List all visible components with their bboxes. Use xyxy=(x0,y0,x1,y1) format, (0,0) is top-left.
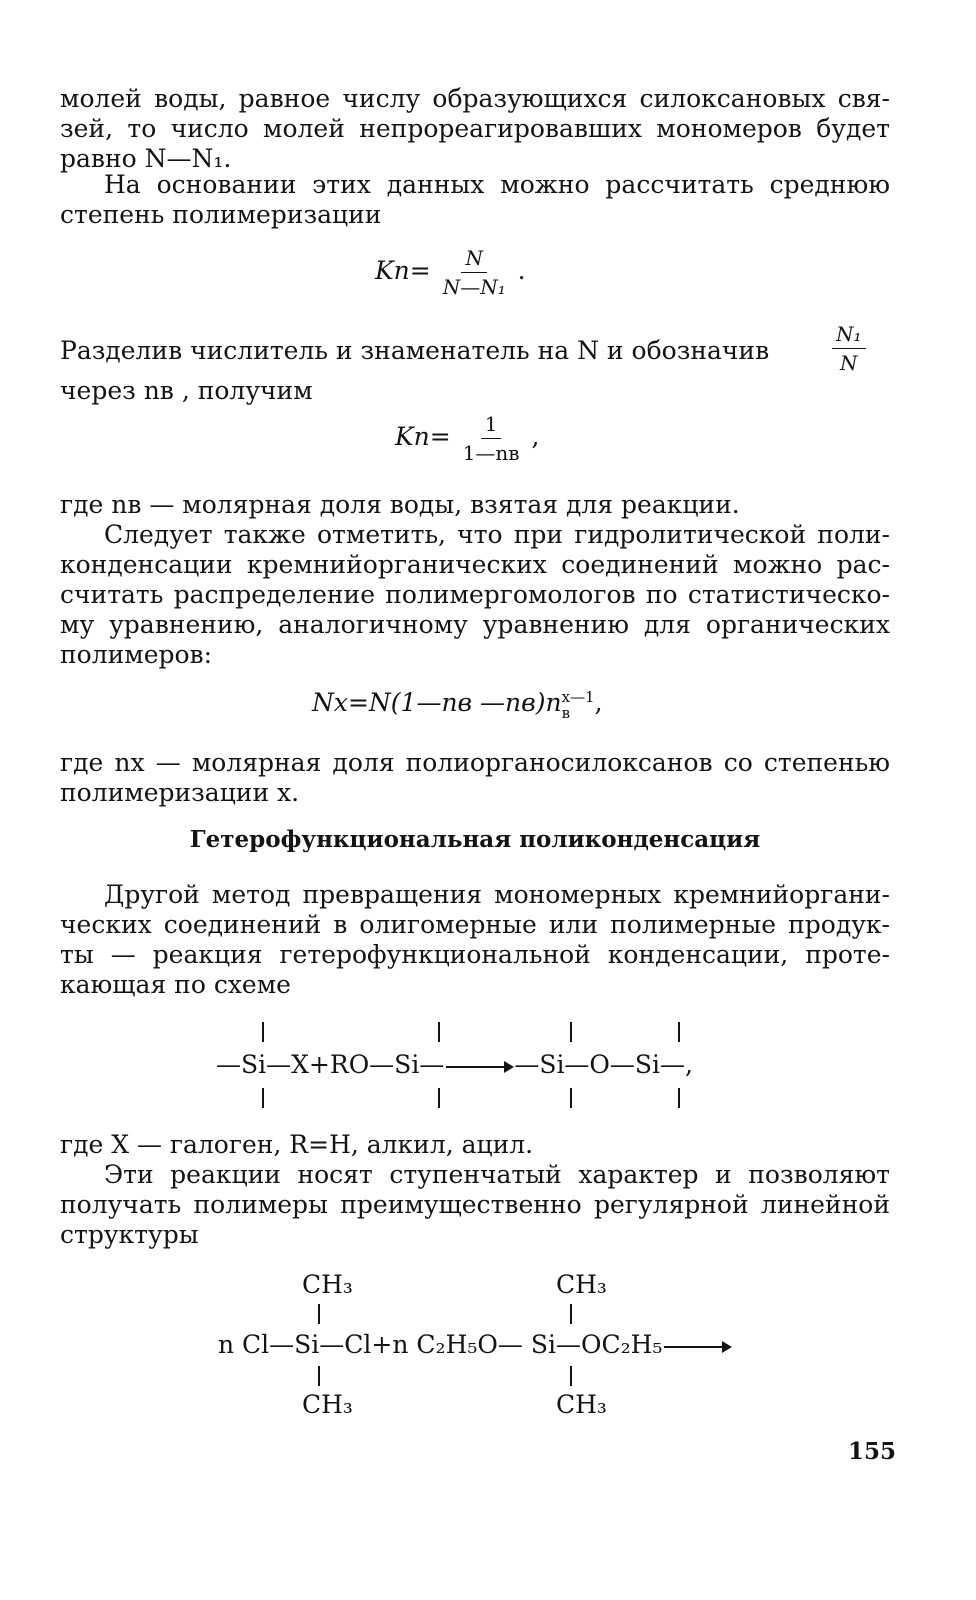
bond-line xyxy=(570,1088,572,1108)
bond-line xyxy=(678,1022,680,1042)
scheme-1-left: —Si—X+RO—Si— xyxy=(216,1050,445,1079)
formula-3-subscript: в xyxy=(561,703,571,722)
scheme-2-top-right: CH₃ xyxy=(556,1270,607,1299)
bond-line xyxy=(318,1366,320,1386)
paragraph-8: где X — галоген, R=H, алкил, ацил. xyxy=(60,1130,534,1159)
formula-2-denominator: 1—nв xyxy=(462,441,520,465)
formula-2-end: , xyxy=(531,422,540,451)
scheme-2-main xyxy=(218,1330,732,1359)
paragraph-3-line-2: через nв , получим xyxy=(60,376,313,405)
formula-3-main: Nx=N(1—nв —nв)n xyxy=(312,688,562,717)
bond-line xyxy=(438,1088,440,1108)
formula-1-denominator: N—N₁ xyxy=(442,275,506,299)
inline-fraction xyxy=(832,322,866,375)
formula-2-fraction xyxy=(459,412,524,465)
scheme-2-top-left: CH₃ xyxy=(302,1270,353,1299)
formula-1-end: . xyxy=(517,256,526,285)
section-heading: Гетерофункциональная поликонденсация xyxy=(189,826,761,853)
formula-inline-fraction xyxy=(832,322,866,375)
bond-line xyxy=(570,1022,572,1042)
formula-distribution xyxy=(312,688,603,721)
inline-fraction-numerator: N₁ xyxy=(832,322,866,349)
paragraph-9: Эти реакции носят ступенчатый характер и позволяют получать полимеры преимущественно регулярной линейной структуры xyxy=(60,1160,890,1249)
scheme-2-main-text: n Cl—Si—Cl+n C₂H₅O— Si—OC₂H₅ xyxy=(218,1330,663,1359)
reaction-arrow-icon xyxy=(664,1346,730,1348)
paragraph-4: где nв — молярная доля воды, взятая для реакции. xyxy=(60,490,740,519)
bond-line xyxy=(570,1304,572,1324)
paragraph-7: Другой метод превращения мономерных кремнийоргани-ческих соединений в олигомерные или полимерные продук-ты — реакция гетерофункциональной конденсации, проте-кающая по схеме xyxy=(60,880,890,999)
scheme-1-right: —Si—O—Si—, xyxy=(514,1050,693,1079)
reaction-arrow-icon xyxy=(446,1066,512,1068)
formula-1-fraction xyxy=(439,246,510,299)
paragraph-2: На основании этих данных можно рассчитать среднюю степень полимеризации xyxy=(60,170,890,229)
formula-3-end: , xyxy=(594,688,603,717)
page-number: 155 xyxy=(848,1438,897,1465)
formula-2-numerator: 1 xyxy=(481,412,502,439)
bond-line xyxy=(262,1088,264,1108)
formula-1-lhs: Kп= xyxy=(375,256,431,285)
paragraph-3-line-1 xyxy=(60,336,769,365)
formula-3-scripts xyxy=(562,689,595,721)
scheme-2-bottom-right: CH₃ xyxy=(556,1390,607,1419)
formula-3-superscript: x—1 xyxy=(561,687,595,706)
scheme-2-bottom-left: CH₃ xyxy=(302,1390,353,1419)
paragraph-3-text: Разделив числитель и знаменатель на N и обозначив xyxy=(60,336,770,365)
bond-line xyxy=(678,1088,680,1108)
paragraph-6: где nx — молярная доля полиорганосилоксанов со степенью полимеризации x. xyxy=(60,748,890,807)
inline-fraction-denominator: N xyxy=(840,351,858,375)
formula-degree-polymerization-2 xyxy=(395,412,539,465)
formula-1-numerator: N xyxy=(461,246,487,273)
formula-degree-polymerization xyxy=(375,246,526,299)
formula-2-lhs: Kп= xyxy=(395,422,451,451)
bond-line xyxy=(438,1022,440,1042)
scheme-1-main xyxy=(216,1050,693,1079)
bond-line xyxy=(262,1022,264,1042)
bond-line xyxy=(570,1366,572,1386)
paragraph-5: Следует также отметить, что при гидролитической поли-конденсации кремнийорганических соединений можно рас-считать распределение полимергомологов по статистическо-му уравнению, аналогичному уравнению для органических полимеров: xyxy=(60,520,890,669)
paragraph-1: молей воды, равное числу образующихся силоксановых свя-зей, то число молей непрореагировавших мономеров будет равно N—N₁. xyxy=(60,84,890,173)
bond-line xyxy=(318,1304,320,1324)
